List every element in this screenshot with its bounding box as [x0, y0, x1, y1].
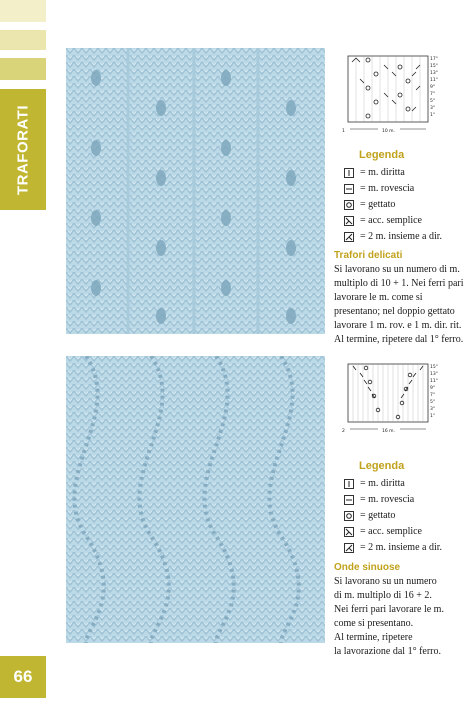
chart-row-label: 5° [430, 99, 436, 104]
pattern-description-trafori-delicati [334, 249, 469, 347]
pattern-text-line: lavorare 1 m. rov. e 1 m. dir. rit. [334, 320, 462, 331]
legend-item [344, 476, 469, 491]
knit-two-together-icon [344, 543, 354, 553]
legend-item-text: = 2 m. insieme a dir. [360, 542, 443, 553]
knit-stitch-icon [344, 168, 354, 178]
legend-trafori-delicati [344, 149, 469, 245]
chart-row-label: 3° [430, 106, 436, 111]
legend-item [344, 197, 469, 212]
legend-onde-sinuose [344, 460, 469, 556]
pattern-text-line: Si lavorano su un numero [334, 576, 437, 587]
section-tab-label: TRAFORATI [14, 104, 32, 196]
legend-item [344, 524, 469, 539]
legend-item-text: = acc. semplice [360, 526, 422, 537]
chart-row-label: 7° [430, 393, 436, 398]
chart-row-label: 7° [430, 92, 436, 97]
yarn-over-icon [344, 511, 354, 521]
swatch-photo-onde-sinuose [66, 356, 325, 643]
legend-item [344, 229, 469, 244]
chart-start-label: 1 [342, 129, 345, 134]
chart-row-label: 9° [430, 386, 436, 391]
legend-item-text: = m. diritta [360, 478, 405, 489]
section-tab-1 [0, 0, 46, 22]
chart-row-label: 3° [430, 407, 436, 412]
section-tab-2 [0, 30, 46, 50]
chart-start-label: 2 [342, 429, 345, 434]
chart-width-label: 10 m. [382, 129, 395, 134]
chart-row-label: 17° [430, 57, 438, 62]
purl-stitch-icon [344, 184, 354, 194]
yarn-over-icon [344, 200, 354, 210]
pattern-text-line: di m. multiplo di 16 + 2. [334, 590, 432, 601]
pattern-description-onde-sinuose [334, 561, 469, 659]
legend-item [344, 181, 469, 196]
section-tab-3 [0, 58, 46, 80]
chart-row-label: 13° [430, 372, 438, 377]
pattern-title: Trafori delicati [334, 250, 403, 261]
legend-item-text: = gettato [360, 199, 396, 210]
legend-item-text: = gettato [360, 510, 396, 521]
pattern-text-line: come si presentano. [334, 618, 414, 629]
chart-width-label: 16 m. [382, 429, 395, 434]
pattern-text-line: Nei ferri pari lavorare le m. [334, 604, 444, 615]
pattern-text-line: Si lavorano su un numero di m. [334, 264, 460, 275]
page-number: 66 [0, 656, 46, 698]
purl-stitch-icon [344, 495, 354, 505]
chart-row-label: 1° [430, 414, 436, 419]
pattern-text-line: lavorare le m. come si [334, 292, 423, 303]
slip-decrease-icon [344, 216, 354, 226]
pattern-text-line: Al termine, ripetere [334, 632, 413, 643]
slip-decrease-icon [344, 527, 354, 537]
legend-item [344, 213, 469, 228]
chart-row-label: 11° [430, 379, 438, 384]
legend-item-text: = acc. semplice [360, 215, 422, 226]
pattern-text-line: Al termine, ripetere dal 1° ferro. [334, 334, 464, 345]
chart-row-label: 5° [430, 400, 436, 405]
legend-item [344, 508, 469, 523]
chart-row-label: 15° [430, 64, 438, 69]
chart-row-label: 9° [430, 85, 436, 90]
legend-item-text: = m. rovescia [360, 183, 415, 194]
swatch-photo-trafori-delicati [66, 48, 325, 334]
pattern-text-line: la lavorazione dal 1° ferro. [334, 646, 442, 657]
legend-item-text: = m. diritta [360, 167, 405, 178]
stitch-chart-trafori-delicati [338, 54, 442, 136]
legend-item-text: = 2 m. insieme a dir. [360, 231, 443, 242]
chart-row-label: 11° [430, 78, 438, 83]
chart-row-label: 1° [430, 113, 436, 118]
pattern-text-line: multiplo di 10 + 1. Nei ferri pari [334, 278, 464, 289]
legend-item [344, 165, 469, 180]
legend-item-text: = m. rovescia [360, 494, 415, 505]
legend-item [344, 492, 469, 507]
pattern-text-line: presentano; nel doppio gettato [334, 306, 455, 317]
legend-title: Legenda [359, 460, 405, 472]
chart-row-label: 13° [430, 71, 438, 76]
knit-stitch-icon [344, 479, 354, 489]
legend-title: Legenda [359, 149, 405, 161]
knit-two-together-icon [344, 232, 354, 242]
stitch-chart-onde-sinuose [338, 362, 442, 438]
legend-item [344, 540, 469, 555]
pattern-title: Onde sinuose [334, 562, 401, 573]
chart-row-label: 15° [430, 365, 438, 370]
